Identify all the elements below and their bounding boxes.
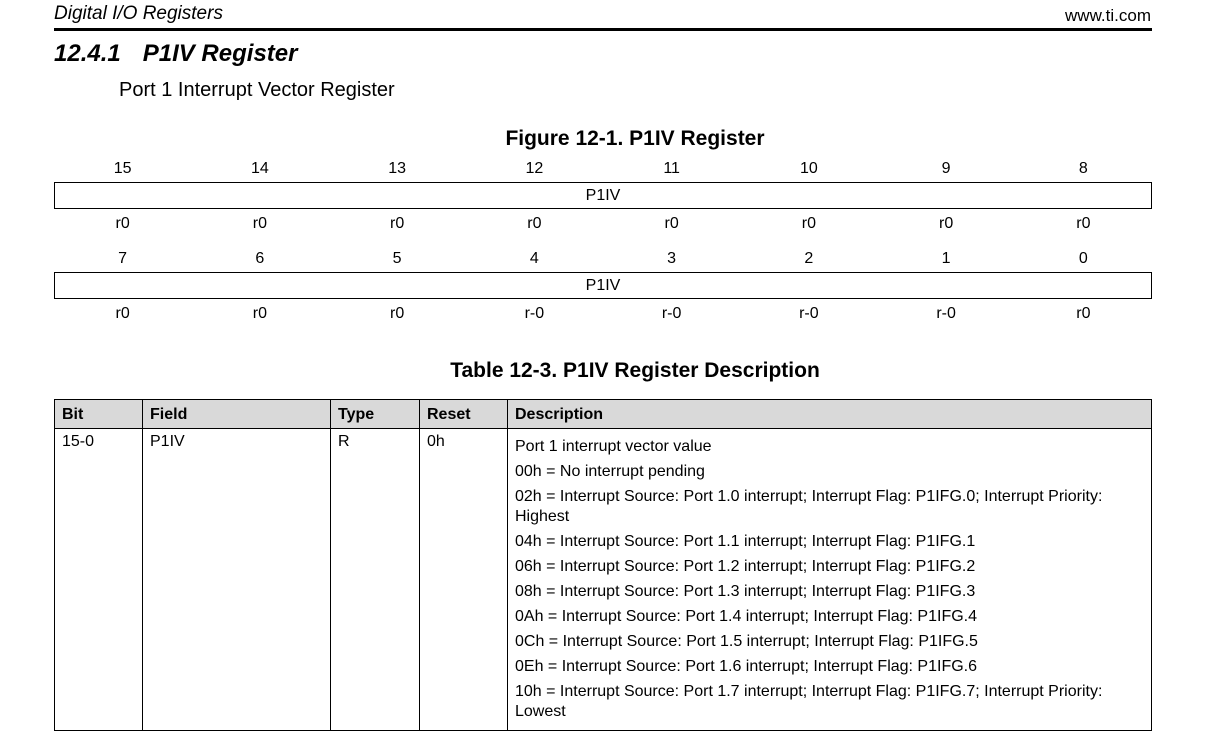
running-header-section: Digital I/O Registers bbox=[54, 3, 223, 24]
access-type: r0 bbox=[390, 305, 405, 322]
access-type: r0 bbox=[390, 215, 405, 232]
access-type: r-0 bbox=[799, 305, 819, 322]
bit-number: 7 bbox=[118, 250, 128, 267]
bit-number: 5 bbox=[392, 250, 402, 267]
description-line: 06h = Interrupt Source: Port 1.2 interrupt; Interrupt Flag: P1IFG.2 bbox=[515, 558, 976, 575]
bit-number: 4 bbox=[529, 250, 539, 267]
access-row-high bbox=[54, 215, 1152, 235]
access-type: r0 bbox=[1076, 305, 1091, 322]
description-line: 0Ch = Interrupt Source: Port 1.5 interrupt; Interrupt Flag: P1IFG.5 bbox=[515, 633, 978, 650]
access-type: r0 bbox=[115, 215, 130, 232]
access-type: r0 bbox=[115, 305, 130, 322]
access-type: r0 bbox=[527, 215, 542, 232]
access-type: r0 bbox=[1076, 215, 1091, 232]
column-header-description: Description bbox=[508, 400, 1152, 429]
access-type: r0 bbox=[252, 305, 267, 322]
cell-reset: 0h bbox=[420, 429, 508, 731]
bit-number: 0 bbox=[1078, 250, 1088, 267]
column-header-reset: Reset bbox=[420, 400, 508, 429]
access-type: r-0 bbox=[524, 305, 545, 322]
bit-number: 10 bbox=[799, 160, 818, 177]
bit-number: 13 bbox=[388, 160, 407, 177]
cell-bit: 15-0 bbox=[55, 429, 143, 731]
bit-number: 11 bbox=[663, 160, 680, 177]
bit-numbers-low bbox=[54, 250, 1152, 270]
description-line: 0Eh = Interrupt Source: Port 1.6 interrupt; Interrupt Flag: P1IFG.6 bbox=[515, 658, 978, 675]
access-type: r0 bbox=[664, 215, 679, 232]
access-row-low bbox=[54, 305, 1152, 325]
description-line: 10h = Interrupt Source: Port 1.7 interrupt; Interrupt Flag: P1IFG.7; Interrupt Priority: Lowest bbox=[515, 683, 1103, 720]
section-subtitle: Port 1 Interrupt Vector Register bbox=[119, 79, 395, 101]
column-header-bit: Bit bbox=[55, 400, 143, 429]
bit-number: 15 bbox=[113, 160, 132, 177]
bit-number: 1 bbox=[941, 250, 951, 267]
access-type: r0 bbox=[939, 215, 954, 232]
description-line: 00h = No interrupt pending bbox=[515, 463, 705, 480]
bit-numbers-high bbox=[54, 160, 1152, 180]
bit-number: 3 bbox=[667, 250, 677, 267]
register-description-table bbox=[54, 399, 1152, 731]
cell-field: P1IV bbox=[143, 429, 331, 731]
bit-number: 12 bbox=[525, 160, 544, 177]
access-type: r-0 bbox=[936, 305, 956, 322]
register-field-box-low: P1IV bbox=[54, 272, 1152, 299]
section-name: P1IV Register bbox=[142, 40, 298, 67]
register-field-box-high: P1IV bbox=[54, 182, 1152, 209]
column-header-field: Field bbox=[143, 400, 331, 429]
bit-number: 6 bbox=[255, 250, 265, 267]
bit-number: 9 bbox=[941, 160, 951, 177]
table-row bbox=[55, 429, 1152, 731]
description-line: 02h = Interrupt Source: Port 1.0 interrupt; Interrupt Flag: P1IFG.0; Interrupt Priority: Highest bbox=[515, 488, 1103, 525]
bit-number: 8 bbox=[1078, 160, 1088, 177]
table-header-row bbox=[55, 400, 1152, 429]
bit-number: 2 bbox=[804, 250, 814, 267]
access-type: r0 bbox=[801, 215, 816, 232]
description-line: Port 1 interrupt vector value bbox=[515, 438, 712, 455]
cell-type: R bbox=[331, 429, 420, 731]
bit-number: 14 bbox=[250, 160, 269, 177]
access-type: r-0 bbox=[661, 305, 682, 322]
description-line: 0Ah = Interrupt Source: Port 1.4 interrupt; Interrupt Flag: P1IFG.4 bbox=[515, 608, 978, 625]
section-title bbox=[54, 40, 297, 68]
header-rule bbox=[54, 28, 1152, 31]
section-number: 12.4.1 bbox=[54, 40, 121, 67]
access-type: r0 bbox=[252, 215, 267, 232]
column-header-type: Type bbox=[331, 400, 420, 429]
running-header-site: www.ti.com bbox=[1065, 6, 1151, 25]
cell-description bbox=[508, 429, 1152, 731]
description-line: 08h = Interrupt Source: Port 1.3 interrupt; Interrupt Flag: P1IFG.3 bbox=[515, 583, 976, 600]
table-caption: Table 12-3. P1IV Register Description bbox=[450, 359, 820, 382]
description-line: 04h = Interrupt Source: Port 1.1 interrupt; Interrupt Flag: P1IFG.1 bbox=[515, 533, 976, 550]
figure-caption: Figure 12-1. P1IV Register bbox=[505, 127, 765, 150]
